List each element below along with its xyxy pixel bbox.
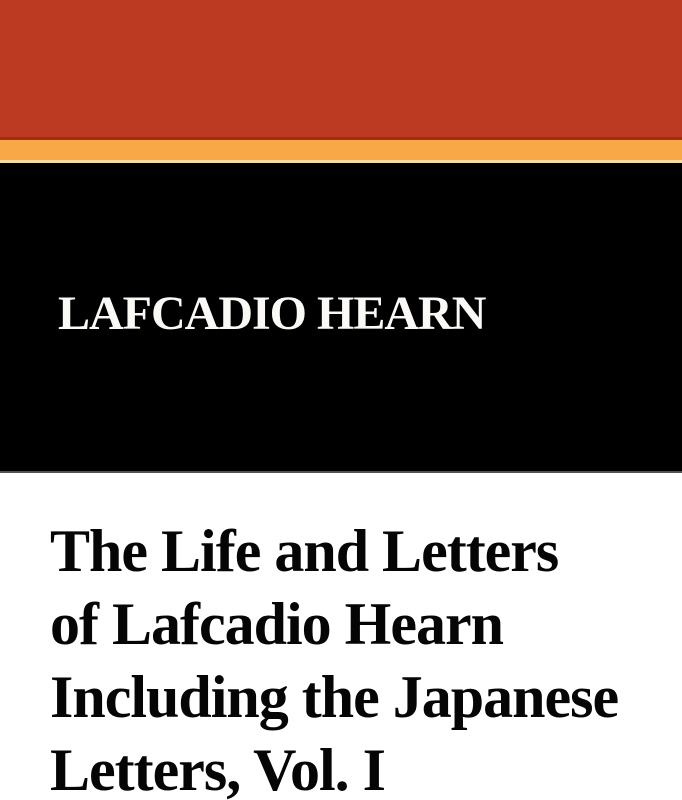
title-panel (0, 473, 682, 800)
book-title (50, 515, 618, 800)
author-panel (0, 163, 682, 473)
title-line-3: Including the Japanese (50, 664, 619, 730)
title-line-4: Letters, Vol. I (50, 737, 385, 800)
orange-accent-stripe (0, 140, 682, 160)
author-name: LAFCADIO HEARN (58, 287, 486, 340)
title-line-1: The Life and Letters (50, 518, 559, 584)
top-red-band (0, 0, 682, 137)
title-line-2: of Lafcadio Hearn (50, 591, 503, 657)
